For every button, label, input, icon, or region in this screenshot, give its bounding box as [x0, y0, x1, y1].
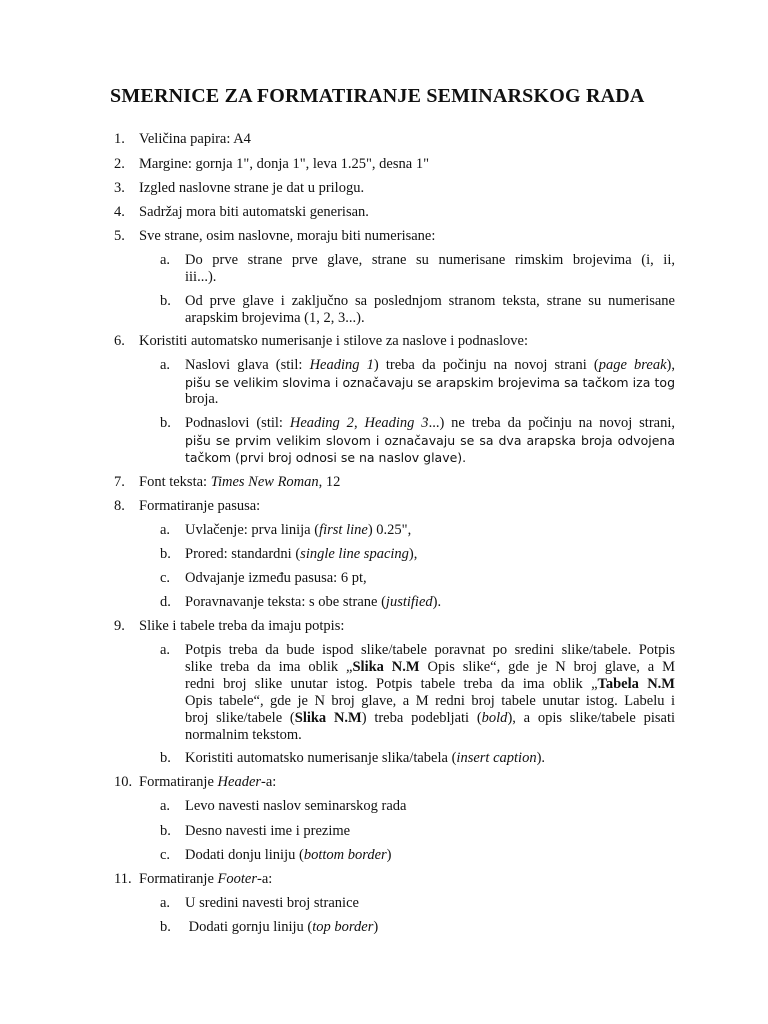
sub-item-text — [185, 293, 675, 327]
item-number: 11. — [114, 871, 132, 887]
sub-item-letter: c. — [160, 570, 171, 586]
text-line: pišu se velikim slovima i označavaju se arapskim brojevima sa tačkom iza tog — [185, 375, 675, 390]
item-number: 9. — [114, 618, 125, 634]
sub-item-text — [185, 252, 675, 286]
item-text: Formatiranje pasusa: — [139, 498, 261, 514]
item-number: 1. — [114, 131, 125, 147]
sub-item-letter: b. — [160, 750, 171, 766]
item-text: Sadržaj mora biti automatski generisan. — [139, 204, 369, 220]
item-number: 6. — [114, 333, 125, 349]
item-text: Veličina papira: A4 — [139, 131, 251, 147]
item-text: Slike i tabele treba da imaju potpis: — [139, 618, 345, 634]
sub-item-letter: b. — [160, 293, 171, 309]
sub-item-text: Odvajanje između pasusa: 6 pt, — [185, 570, 367, 586]
sub-item-text: U sredini navesti broj stranice — [185, 895, 359, 911]
item-number: 8. — [114, 498, 125, 514]
sub-item-text: Levo navesti naslov seminarskog rada — [185, 798, 407, 814]
item-text: Font teksta: Times New Roman, 12 — [139, 474, 341, 490]
item-text: Izgled naslovne strane je dat u prilogu. — [139, 180, 365, 196]
sub-item-letter: d. — [160, 594, 171, 610]
text-line: broja. — [185, 391, 219, 407]
sub-item-letter: b. — [160, 415, 171, 431]
sub-item-text: Prored: standardni (single line spacing), — [185, 546, 418, 562]
sub-item-text: Koristiti automatsko numerisanje slika/tabela (insert caption). — [185, 750, 546, 766]
sub-item-letter: a. — [160, 252, 171, 268]
text-line: Naslovi glava (stil: Heading 1) treba da počinju na novoj strani (page break), — [185, 357, 675, 373]
sub-item-letter: a. — [160, 642, 171, 658]
sub-item-text — [185, 357, 675, 408]
sub-item-text: Dodati donju liniju (bottom border) — [185, 847, 392, 863]
text-line: redni broj slike unutar istog. Potpis tabele treba da ima oblik „Tabela N.M — [185, 676, 675, 692]
text-line: pišu se prvim velikim slovom i označavaju se sa dva arapska broja odvojena — [185, 433, 675, 448]
text-line: arapskim brojevima (1, 2, 3...). — [185, 310, 365, 326]
sub-item-letter: b. — [160, 546, 171, 562]
item-text: Koristiti automatsko numerisanje i stilove za naslove i podnaslove: — [139, 333, 529, 349]
text-line: tačkom (prvi broj odnosi se na naslov glave). — [185, 450, 467, 465]
sub-item-text: Poravnavanje teksta: s obe strane (justified). — [185, 594, 442, 610]
sub-item-text: Dodati gornju liniju (top border) — [185, 919, 379, 935]
sub-item-letter: a. — [160, 895, 171, 911]
item-text: Sve strane, osim naslovne, moraju biti numerisane: — [139, 228, 436, 244]
item-number: 7. — [114, 474, 125, 490]
sub-item-text: Desno navesti ime i prezime — [185, 823, 351, 839]
sub-item-text — [185, 642, 675, 744]
sub-item-letter: a. — [160, 522, 171, 538]
sub-item-letter: a. — [160, 798, 171, 814]
sub-item-letter: a. — [160, 357, 171, 373]
sub-item-letter: c. — [160, 847, 171, 863]
text-line: broj slike/tabele (Slika N.M) treba podebljati (bold), a opis slike/tabele pisati — [185, 710, 675, 726]
item-number: 5. — [114, 228, 125, 244]
sub-item-text: Uvlačenje: prva linija (first line) 0.25", — [185, 522, 412, 538]
sub-item-letter: b. — [160, 823, 171, 839]
item-number: 10. — [114, 774, 133, 790]
item-number: 2. — [114, 156, 125, 172]
item-text: Formatiranje Footer-a: — [139, 871, 273, 887]
item-text: Formatiranje Header-a: — [139, 774, 277, 790]
text-line: Opis tabele“, gde je N broj glave, a M redni broj tabele unutar istog. Labelu i — [185, 693, 675, 709]
text-line: Potpis treba da bude ispod slike/tabele poravnat po sredini slike/tabele. Potpis — [185, 642, 675, 658]
sub-item-letter: b. — [160, 919, 171, 935]
document-title: SMERNICE ZA FORMATIRANJE SEMINARSKOG RADA — [110, 85, 645, 107]
item-number: 4. — [114, 204, 125, 220]
item-number: 3. — [114, 180, 125, 196]
sub-item-text — [185, 415, 675, 466]
text-line: normalnim tekstom. — [185, 727, 302, 743]
text-line: Podnaslovi (stil: Heading 2, Heading 3...) ne treba da počinju na novoj strani, — [185, 415, 675, 431]
item-text: Margine: gornja 1", donja 1", leva 1.25", desna 1" — [139, 156, 429, 172]
text-line: Od prve glave i zaključno sa poslednjom stranom teksta, strane su numerisane — [185, 293, 675, 309]
text-line: slike treba da ima oblik „Slika N.M Opis slike“, gde je N broj glave, a M — [185, 659, 675, 675]
text-line: iii...). — [185, 269, 217, 285]
text-line: Do prve strane prve glave, strane su numerisane rimskim brojevima (i, ii, — [185, 252, 675, 268]
